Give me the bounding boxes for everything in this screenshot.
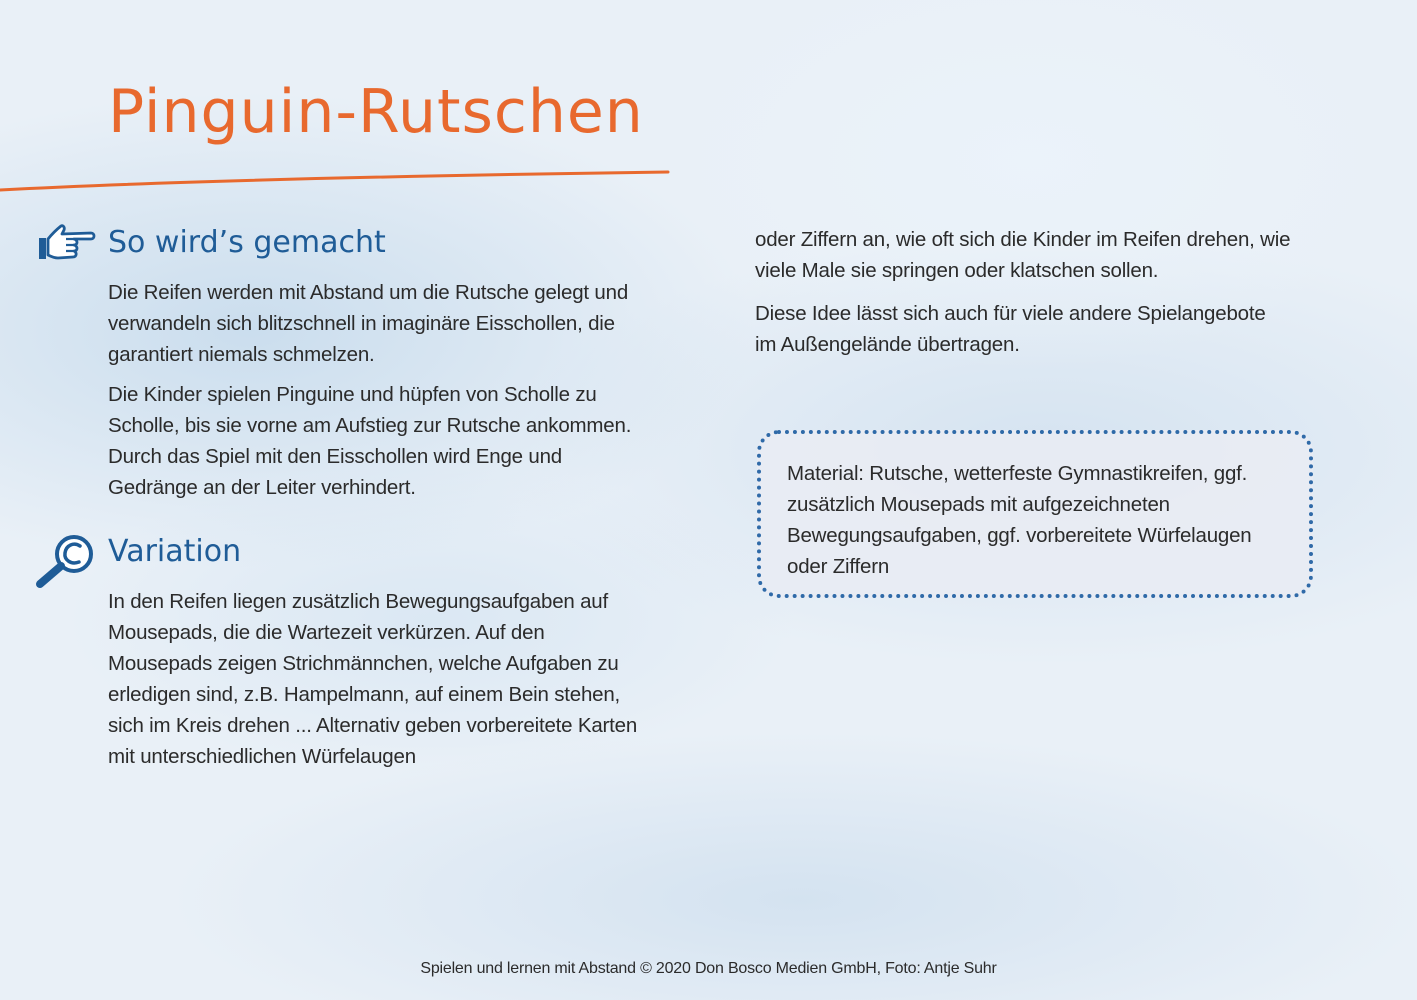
title-underline <box>0 160 680 200</box>
how-to-paragraph-1: Die Reifen werden mit Abstand um die Rutsche gelegt und verwandeln sich blitzschnell in imaginäre Eisschollen, die garantiert niemals schmelzen. <box>108 281 629 366</box>
magnifier-icon <box>34 532 98 592</box>
material-text: Material: Rutsche, wetterfeste Gymnastikreifen, ggf. zusätzlich Mousepads mit aufgezeichneten Bewegungsaufgaben, ggf. vorbereitete Würfelaugen oder Ziffern <box>787 462 1252 578</box>
page-title: Pinguin-Rutschen <box>108 77 644 147</box>
variation-paragraph: In den Reifen liegen zusätzlich Bewegungsaufgaben auf Mousepads, die die Wartezeit verkürzen. Auf den Mousepads zeigen Strichmännchen, welche Aufgaben zu erledigen sind, z.B. Hampelmann, auf einem Bein stehen, sich im Kreis drehen ... Alternativ geben vorbereitete Karten mit unterschiedlichen Würfelaugen <box>108 590 638 768</box>
footer-credit: Spielen und lernen mit Abstand © 2020 Don Bosco Medien GmbH, Foto: Antje Suhr <box>420 960 997 977</box>
section-heading-variation: Variation <box>108 534 242 569</box>
variation-continuation: oder Ziffern an, wie oft sich die Kinder im Reifen drehen, wie viele Male sie springen oder klatschen sollen. <box>755 228 1291 282</box>
how-to-paragraph-2: Die Kinder spielen Pinguine und hüpfen von Scholle zu Scholle, bis sie vorne am Aufstieg zur Rutsche ankommen. Durch das Spiel mit den Eisschollen wird Enge und Gedränge an der Leiter verhindert. <box>108 383 632 499</box>
section-heading-how-to: So wird’s gemacht <box>108 225 386 260</box>
variation-extra-paragraph: Diese Idee lässt sich auch für viele andere Spielangebote im Außengelände übertragen. <box>755 302 1266 356</box>
pointing-hand-icon <box>36 222 98 268</box>
material-box <box>757 430 1313 598</box>
